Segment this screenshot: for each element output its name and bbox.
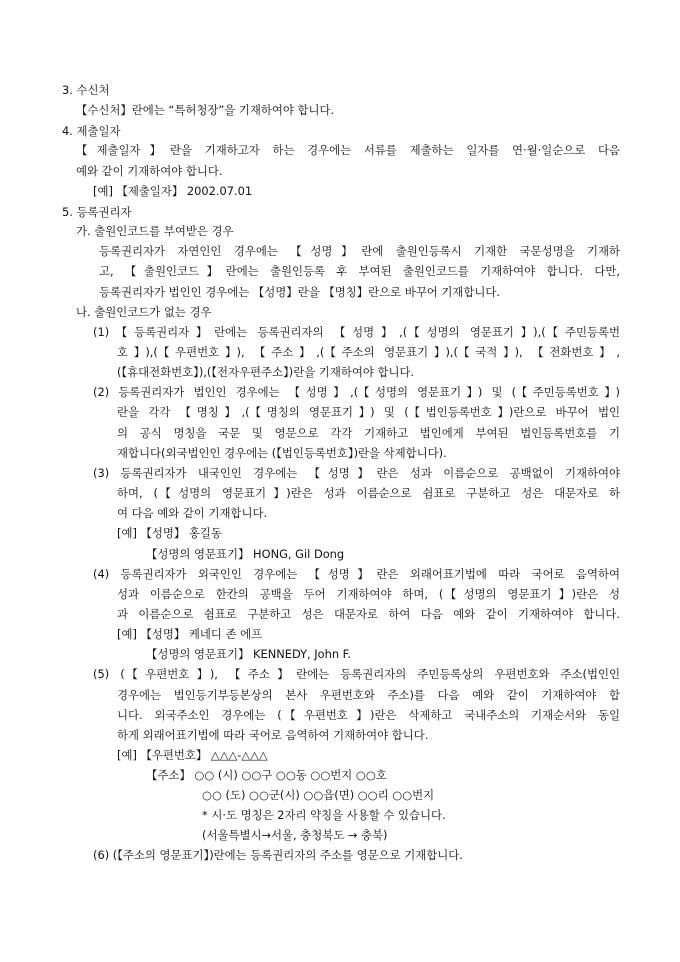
paragraph-5-line: 경우에는 법인등기부등본상의 본사 우편번호와 주소)를 다음 예와 같이 기재하여야 합 (117, 688, 620, 702)
paragraph-1-line: (1)【등록권리자】란에는 등록권리자의 【성명】,(【성명의 영문표기】),(【주민등록번 (93, 325, 620, 339)
subsection-ga-text-line: 등록권리자가 법인인 경우에는 【성명】란을 【명칭】란으로 바꾸어 기재합니다. (99, 285, 501, 299)
paragraph-2-line: 재합니다(외국법인인 경우에는 (【법인등록번호】)란을 삭제합니다). (117, 446, 447, 460)
paragraph-5-line: (5) (【우편번호】), 【주소】란에는 등록권리자의 주민등록상의 우편번호와 주소(법인인 (93, 667, 620, 681)
paragraph-1-line: (【휴대전화번호】),(【전자우편주소】)란을 기재하여야 합니다. (117, 365, 415, 379)
section-4-text-line: 【제출일자】란을 기재하고자 하는 경우에는 서류를 제출하는 일자를 연·월·일순으로 다음 (76, 143, 620, 157)
paragraph-3-line: (3) 등록권리자가 내국인인 경우에는 【성명】란은 성과 이름순으로 공백없이 기재하여야 (93, 466, 620, 480)
subsection-ga-text-line: 등록권리자가 자연인인 경우에는 【성명】란에 출원인등록시 기재한 국문성명을 기재하 (99, 244, 620, 258)
section-4-heading: 4. 제출일자 (62, 124, 121, 138)
paragraph-6-line: (6) (【주소의 영문표기】)란에는 등록권리자의 주소를 영문으로 기재합니다. (93, 848, 463, 862)
paragraph-2-line: 란을 각각 【명칭】,(【명칭의 영문표기】) 및 (【법인등록번호】)란으로 바꾸어 법인 (117, 405, 620, 419)
paragraph-2-line: 의 공식 명칭을 국문 및 영문으로 각각 기재하고 법인에게 부여된 법인등록번호를 기 (117, 426, 620, 440)
paragraph-4-line: (4) 등록권리자가 외국인인 경우에는 【성명】란은 외래어표기법에 따라 국어로 음역하여 (93, 567, 620, 581)
subsection-na-heading: 나. 출원인코드가 없는 경우 (76, 305, 212, 319)
paragraph-5-example: ○○ (도) ○○군(시) ○○읍(면) ○○리 ○○번지 (202, 788, 435, 802)
paragraph-5-example: 【주소】 ○○ (시) ○○구 ○○동 ○○번지 ○○호 (146, 768, 387, 782)
section-4-text-line: 예와 같이 기재하여야 합니다. (76, 164, 223, 178)
subsection-ga-text-line: 고, 【출원인코드】란에는 출원인등록 후 부여된 출원인코드를 기재하여야 합니다. 다만, (99, 264, 620, 278)
paragraph-4-example: [예] 【성명】 케네디 존 에프 (117, 627, 263, 641)
paragraph-4-line: 성과 이름순으로 한칸의 공백을 두어 기재하여야 하며, (【성명의 영문표기】)란은 성 (117, 587, 620, 601)
section-4-example: [예] 【제출일자】 2002.07.01 (93, 184, 253, 198)
section-5-heading: 5. 등록권리자 (62, 205, 132, 219)
paragraph-1-line: 호】),(【우편번호】), 【주소】,(【주소의 영문표기】),(【국적】), 【전화번호】, (117, 345, 620, 359)
paragraph-3-example: [예] 【성명】 홍길동 (117, 526, 222, 540)
subsection-ga-heading: 가. 출원인코드를 부여받은 경우 (76, 224, 234, 238)
paragraph-5-example: [예] 【우편번호】 △△△-△△△ (117, 748, 268, 762)
paragraph-5-note: * 시·도 명칭은 2자리 약칭을 사용할 수 있습니다. (202, 808, 446, 822)
paragraph-3-example: 【성명의 영문표기】 HONG, Gil Dong (146, 547, 345, 561)
section-3-text: 【수신처】란에는 “특허청장”을 기재하여야 합니다. (76, 103, 335, 117)
paragraph-4-line: 과 이름순으로 쉼표로 구분하고 성은 대문자로 하여 다음 예와 같이 기재하여야 합니다. (117, 607, 620, 621)
paragraph-2-line: (2) 등록권리자가 법인인 경우에는 【성명】,(【성명의 영문표기】) 및 (【주민등록번호】) (93, 385, 620, 399)
section-3-heading: 3. 수신처 (62, 83, 110, 97)
paragraph-5-line: 하게 외래어표기법에 따라 국어로 음역하여 기재하여야 합니다. (117, 728, 429, 742)
paragraph-3-line: 하며, (【성명의 영문표기】)란은 성과 이름순으로 쉼표로 구분하고 성은 대문자로 하 (117, 486, 620, 500)
paragraph-5-note: (서울특별시→서울, 충청북도 → 충북) (202, 828, 388, 842)
paragraph-4-example: 【성명의 영문표기】 KENNEDY, John F. (146, 647, 352, 661)
paragraph-3-line: 여 다음 예와 같이 기재합니다. (117, 506, 268, 520)
paragraph-5-line: 니다. 외국주소인 경우에는 (【우편번호】)란은 삭제하고 국내주소의 기재순서와 동일 (117, 708, 620, 722)
